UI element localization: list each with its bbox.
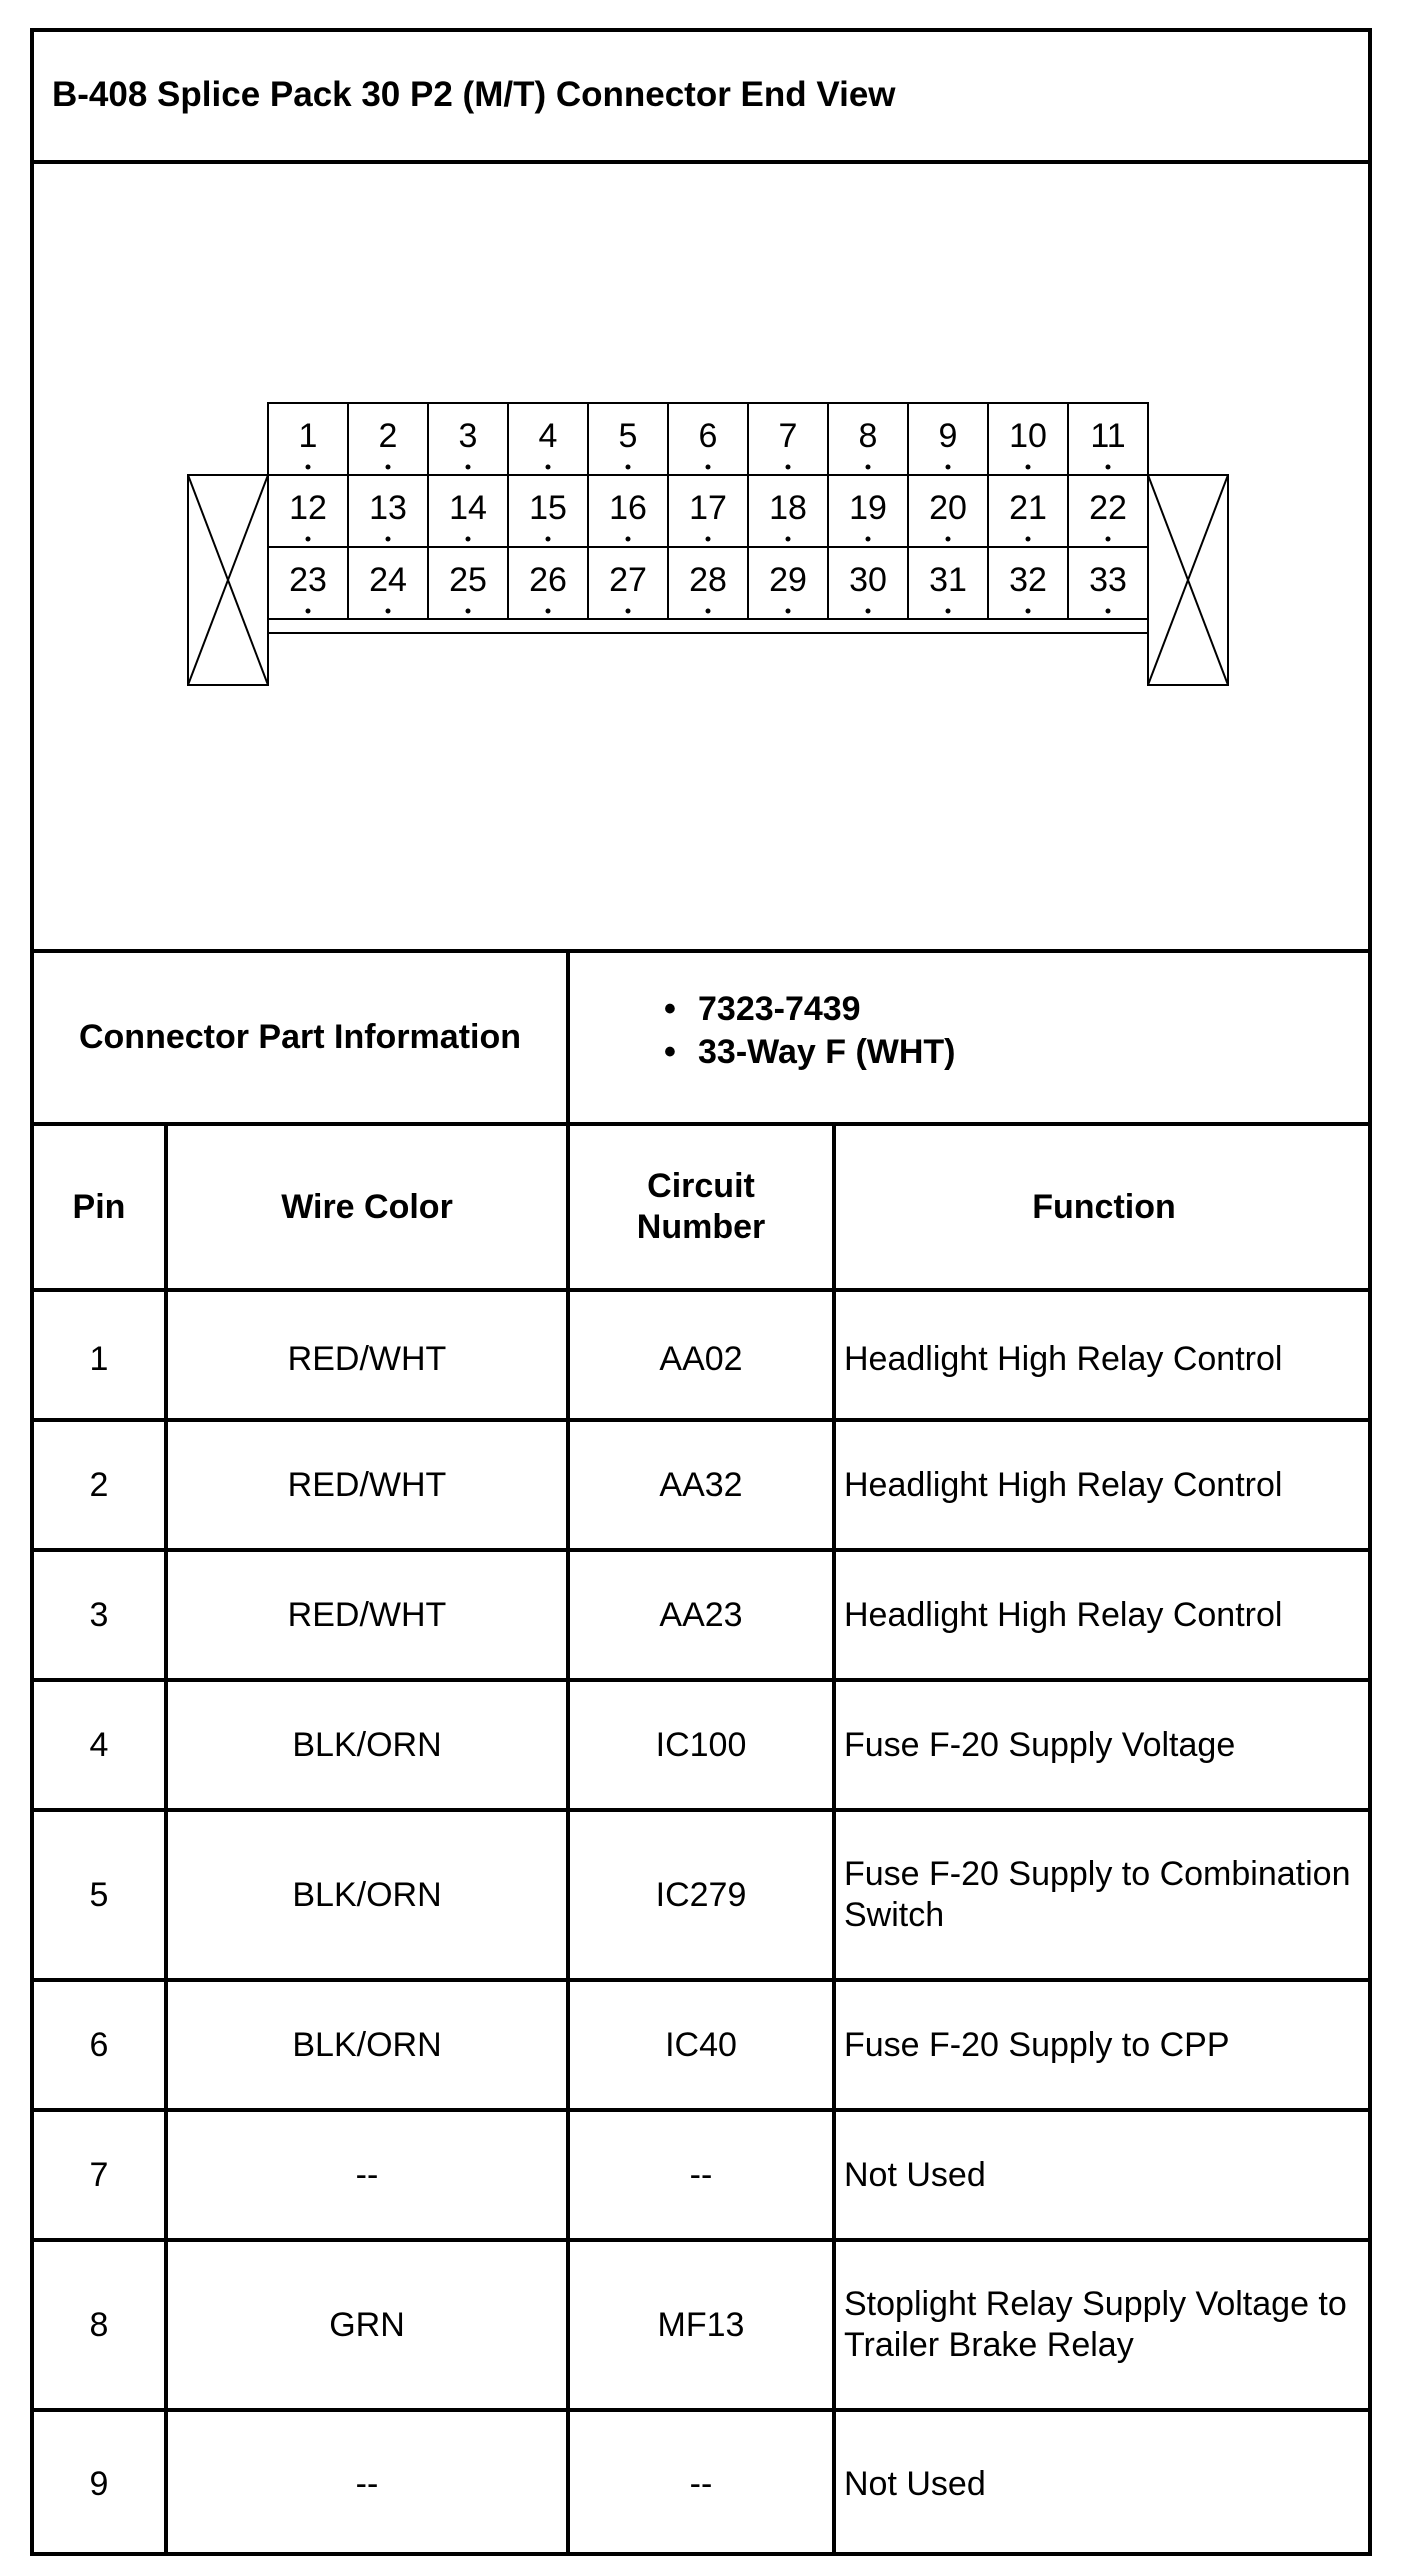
pin-number-label: 5 — [618, 417, 638, 455]
pin-number-label: 22 — [1089, 489, 1127, 527]
pin-number-label: 23 — [289, 561, 327, 599]
pin-dot — [946, 537, 951, 542]
pin-number-label: 15 — [529, 489, 567, 527]
circuit-number-cell: AA23 — [659, 1595, 743, 1634]
pin-number-label: 31 — [929, 561, 967, 599]
pin-number-label: 3 — [458, 417, 478, 455]
pin-dot — [1106, 609, 1111, 614]
pin-number-label: 29 — [769, 561, 807, 599]
wire-color-cell: RED/WHT — [287, 1595, 447, 1634]
function-cell: Headlight High Relay Control — [844, 1339, 1283, 1378]
pin-dot — [946, 609, 951, 614]
pin-number-label: 18 — [769, 489, 807, 527]
header-circuit-line1: Circuit — [647, 1167, 755, 1206]
pin-dot — [1026, 609, 1031, 614]
pin-number-label: 28 — [689, 561, 727, 599]
circuit-number-cell: IC279 — [655, 1875, 747, 1914]
circuit-number-cell: -- — [689, 2155, 713, 2194]
pin-number-label: 27 — [609, 561, 647, 599]
function-cell: Stoplight Relay Supply Voltage to Trailer Brake Relay — [844, 2285, 1347, 2364]
function-cell: Not Used — [844, 2464, 986, 2503]
pin-dot — [386, 537, 391, 542]
function-cell: Fuse F-20 Supply to Combination Switch — [844, 1855, 1351, 1934]
pin-dot — [1106, 465, 1111, 470]
pin-dot — [466, 537, 471, 542]
pin-number-label: 13 — [369, 489, 407, 527]
pin-number-label: 24 — [369, 561, 407, 599]
pin-dot — [466, 609, 471, 614]
pin-number-label: 6 — [698, 417, 718, 455]
pin-number-label: 10 — [1009, 417, 1047, 455]
circuit-number-cell: IC100 — [655, 1725, 747, 1764]
circuit-number-cell: AA02 — [659, 1339, 743, 1378]
pin-dot — [626, 465, 631, 470]
pin-number-label: 19 — [849, 489, 887, 527]
function-cell: Fuse F-20 Supply Voltage — [844, 1725, 1236, 1764]
circuit-number-cell: MF13 — [657, 2305, 745, 2344]
pin-dot — [946, 465, 951, 470]
header-pin: Pin — [72, 1187, 126, 1226]
pin-number-label: 26 — [529, 561, 567, 599]
pin-dot — [546, 465, 551, 470]
pin-dot — [1026, 465, 1031, 470]
connector-end-view — [180, 395, 1240, 695]
title-divider — [34, 160, 1368, 164]
pin-number-label: 4 — [538, 417, 558, 455]
header-circuit-number — [570, 1126, 832, 1288]
pin-number-label: 16 — [609, 489, 647, 527]
pin-number-label: 1 — [298, 417, 318, 455]
wire-color-cell: -- — [355, 2155, 379, 2194]
header-wire-color: Wire Color — [281, 1187, 453, 1226]
pin-number-label: 7 — [778, 417, 798, 455]
part-info-column-divider — [566, 949, 570, 1122]
circuit-number-cell: AA32 — [659, 1465, 743, 1504]
pin-cell: 1 — [89, 1339, 109, 1378]
pin-dot — [626, 537, 631, 542]
pin-dot — [786, 609, 791, 614]
page-title: B-408 Splice Pack 30 P2 (M/T) Connector End View — [52, 75, 896, 114]
wire-color-cell: BLK/ORN — [292, 1875, 442, 1914]
pin-number-label: 8 — [858, 417, 878, 455]
pin-number-label: 11 — [1090, 417, 1126, 455]
pin-number-label: 21 — [1009, 489, 1047, 527]
pin-cell: 6 — [89, 2025, 109, 2064]
pin-number-label: 9 — [938, 417, 958, 455]
pin-number-label: 30 — [849, 561, 887, 599]
pin-dot — [546, 537, 551, 542]
pin-cell: 7 — [89, 2155, 109, 2194]
pin-cell: 4 — [89, 1725, 109, 1764]
pin-dot — [1026, 537, 1031, 542]
pin-number-label: 14 — [449, 489, 487, 527]
pin-dot — [866, 465, 871, 470]
header-circuit-line2: Number — [636, 1208, 766, 1246]
part-info-list — [654, 990, 956, 1076]
wire-color-cell: -- — [355, 2464, 379, 2503]
pin-dot — [546, 609, 551, 614]
pin-number-label: 12 — [289, 489, 327, 527]
pin-dot — [626, 609, 631, 614]
pin-dot — [706, 465, 711, 470]
wire-color-cell: BLK/ORN — [292, 2025, 442, 2064]
wire-color-cell: BLK/ORN — [292, 1725, 442, 1764]
pin-dot — [466, 465, 471, 470]
pin-dot — [786, 465, 791, 470]
wire-color-cell: GRN — [329, 2305, 405, 2344]
circuit-number-cell: -- — [689, 2464, 713, 2503]
function-cell: Headlight High Relay Control — [844, 1595, 1283, 1634]
wire-color-cell: RED/WHT — [287, 1465, 447, 1504]
pin-number-label: 2 — [378, 417, 398, 455]
pin-cell: 8 — [89, 2305, 109, 2344]
function-cell: Fuse F-20 Supply to CPP — [844, 2025, 1230, 2064]
pin-number-label: 20 — [929, 489, 967, 527]
pin-dot — [1106, 537, 1111, 542]
pin-dot — [866, 609, 871, 614]
pin-number-label: 33 — [1089, 561, 1127, 599]
part-info-label: Connector Part Information — [78, 1018, 522, 1057]
pin-dot — [706, 537, 711, 542]
connector-skirt — [268, 619, 1148, 633]
pin-cell: 3 — [89, 1595, 109, 1634]
pin-number-label: 17 — [689, 489, 727, 527]
pin-cell: 2 — [89, 1465, 109, 1504]
pin-dot — [386, 609, 391, 614]
pin-cell: 5 — [89, 1875, 109, 1914]
header-divider — [34, 1288, 1368, 1292]
pin-number-label: 32 — [1009, 561, 1047, 599]
pin-dot — [386, 465, 391, 470]
function-cell: Not Used — [844, 2155, 986, 2194]
pin-dot — [786, 537, 791, 542]
pin-dot — [306, 609, 311, 614]
pin-dot — [306, 465, 311, 470]
header-function: Function — [1032, 1187, 1176, 1226]
connector-type: • 33-Way F (WHT) — [654, 1033, 956, 1072]
wire-color-cell: RED/WHT — [287, 1339, 447, 1378]
function-cell: Headlight High Relay Control — [844, 1465, 1283, 1504]
circuit-number-cell: IC40 — [665, 2025, 737, 2064]
pin-dot — [866, 537, 871, 542]
pin-dot — [706, 609, 711, 614]
pin-number-label: 25 — [449, 561, 487, 599]
pin-cell: 9 — [89, 2464, 109, 2503]
part-number: • 7323-7439 — [654, 990, 956, 1029]
pin-dot — [306, 537, 311, 542]
